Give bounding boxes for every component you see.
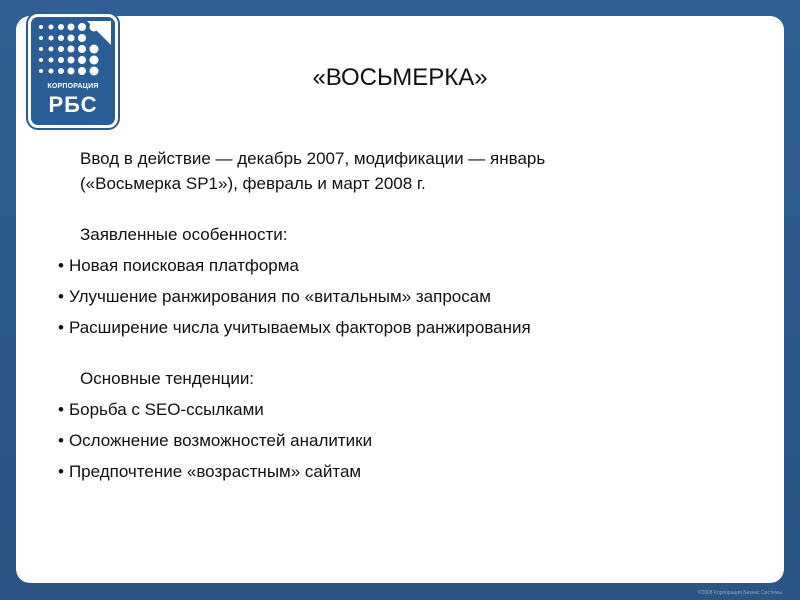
footer-copyright: ©2008 Корпорация Бизнес Системы [697,590,782,596]
bullet-icon: • [58,318,64,337]
bullet-icon: • [58,256,64,275]
list-item-text: Осложнение возможностей аналитики [68,431,373,450]
features-heading: Заявленные особенности: [80,225,288,244]
list-item-text: Расширение числа учитываемых факторов ранжирования [68,318,531,337]
features-list [58,253,758,340]
list-item [58,459,758,484]
list-item [58,315,758,340]
intro-text [58,146,758,196]
logo-main-text: РБС [48,92,98,117]
trends-heading: Основные тенденции: [80,369,255,388]
list-item-text: Предпочтение «возрастным» сайтам [68,462,362,481]
intro-line-2: («Восьмерка SP1»), февраль и март 2008 г. [80,174,426,193]
list-item [58,428,758,453]
bullet-icon: • [58,400,64,419]
bullet-icon: • [58,287,64,306]
list-item-text: Новая поисковая платформа [68,256,299,275]
bullet-icon: • [58,462,64,481]
list-item-text: Борьба с SEO-ссылками [68,400,264,419]
trends-list [58,397,758,484]
logo-top-text: КОРПОРАЦИЯ [47,83,99,90]
list-item [58,284,758,309]
slide-content [58,146,758,490]
list-item-text: Улучшение ранжирования по «витальным» запросам [68,287,491,306]
slide-title: «ВОСЬМЕРКА» [312,64,488,91]
bullet-icon: • [58,431,64,450]
intro-line-1: Ввод в действие — декабрь 2007, модификации — январь [80,149,546,168]
list-item [58,253,758,278]
list-item [58,397,758,422]
